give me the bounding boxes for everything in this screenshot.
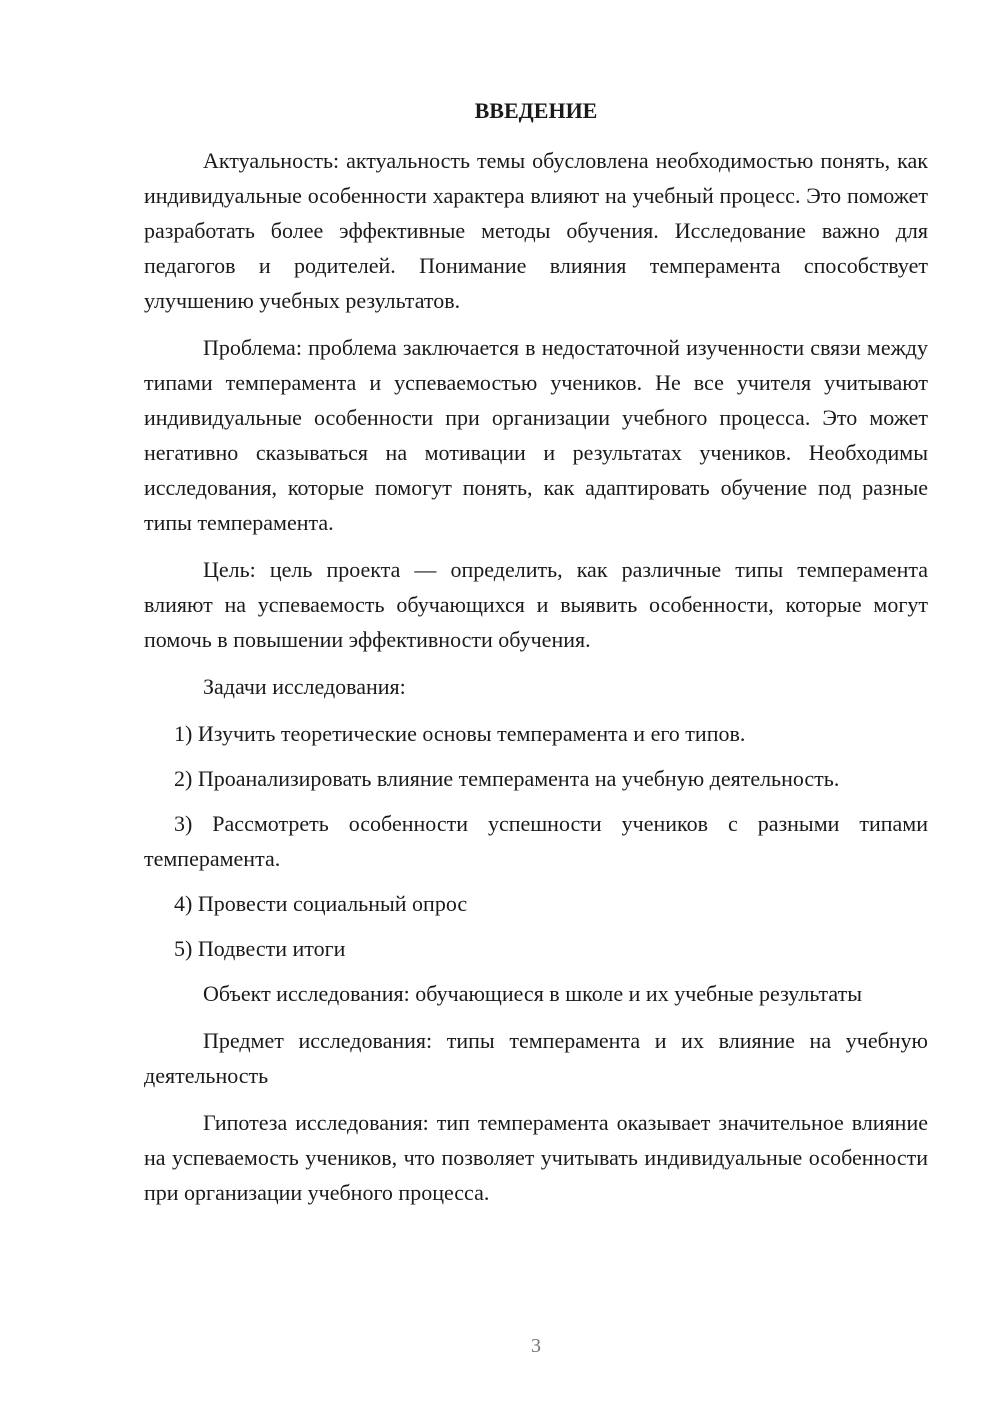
task-item-5: 5) Подвести итоги bbox=[174, 936, 346, 961]
problem-paragraph: Проблема: проблема заключается в недостаточной изученности связи между типами темперамента и успеваемостью учеников. Не все учителя учитывают индивидуальные особенности при организации учебного процесса. Это может негативно сказываться на мотивации и результатах учеников. Необходимы исследования, которые помогут понять, как адаптировать обучение под разные типы темперамента. bbox=[144, 335, 928, 535]
goal-paragraph: Цель: цель проекта — определить, как различные типы темперамента влияют на успеваемость обучающихся и выявить особенности, которые могут помочь в повышении эффективности обучения. bbox=[144, 557, 928, 652]
task-item-1: 1) Изучить теоретические основы темперамента и его типов. bbox=[174, 721, 746, 746]
document-body bbox=[144, 143, 928, 1222]
hypothesis-paragraph: Гипотеза исследования: тип темперамента оказывает значительное влияние на успеваемость учеников, что позволяет учитывать индивидуальные особенности при организации учебного процесса. bbox=[144, 1110, 928, 1205]
tasks-heading: Задачи исследования: bbox=[203, 674, 406, 699]
section-heading: ВВЕДЕНИЕ bbox=[474, 98, 598, 123]
relevance-paragraph: Актуальность: актуальность темы обусловлена необходимостью понять, как индивидуальные особенности характера влияют на учебный процесс. Это поможет разработать более эффективные методы обучения. Исследование важно для педагогов и родителей. Понимание влияния темперамента способствует улучшению учебных результатов. bbox=[144, 148, 928, 313]
task-item-4: 4) Провести социальный опрос bbox=[174, 891, 468, 916]
subject-paragraph: Предмет исследования: типы темперамента и их влияние на учебную деятельность bbox=[144, 1028, 928, 1088]
task-item-3: 3) Рассмотреть особенности успешности учеников с разными типами темперамента. bbox=[144, 811, 928, 871]
page-number: 3 bbox=[531, 1335, 541, 1357]
object-paragraph: Объект исследования: обучающиеся в школе и их учебные результаты bbox=[203, 981, 862, 1006]
task-item-2: 2) Проанализировать влияние темперамента на учебную деятельность. bbox=[174, 766, 840, 791]
